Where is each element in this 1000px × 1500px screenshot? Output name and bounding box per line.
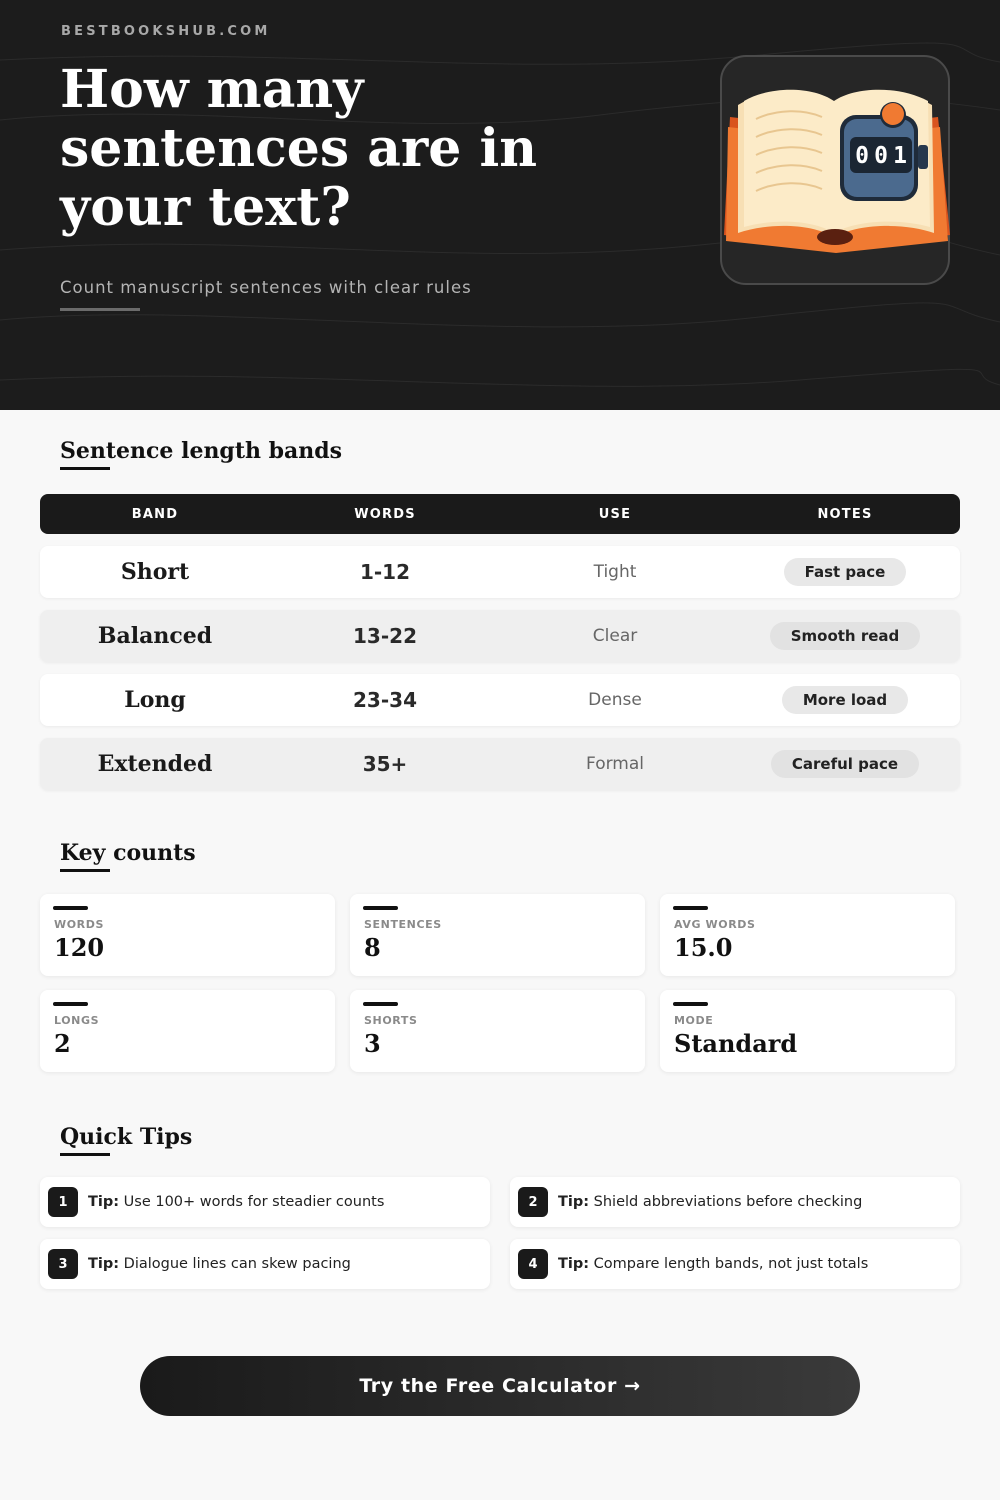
tip-body: Compare length bands, not just totals xyxy=(593,1256,869,1272)
column-header-band: BAND xyxy=(131,506,179,522)
tip-number-badge: 4 xyxy=(518,1249,548,1279)
subtitle-underline xyxy=(60,308,140,311)
tip-label: Tip: xyxy=(558,1256,590,1272)
tip-item xyxy=(40,1239,490,1289)
counter-digit: 0 xyxy=(874,143,888,169)
band-name: Balanced xyxy=(97,623,213,649)
tip-text xyxy=(558,1256,868,1272)
tip-body: Dialogue lines can skew pacing xyxy=(123,1256,351,1272)
tip-text xyxy=(558,1194,862,1210)
band-use: Dense xyxy=(588,690,642,710)
stat-card-accent-bar xyxy=(363,1002,398,1006)
table-row xyxy=(40,674,960,726)
band-note-badge: Smooth read xyxy=(770,622,921,650)
tip-label: Tip: xyxy=(88,1256,120,1272)
band-name: Long xyxy=(124,687,186,713)
counter-digit: 1 xyxy=(893,143,907,169)
stat-card-longs xyxy=(40,990,335,1072)
column-header-notes: NOTES xyxy=(817,506,873,522)
counter-digit: 0 xyxy=(855,143,869,169)
stat-label: AVG WORDS xyxy=(674,918,756,931)
band-note-badge: Careful pace xyxy=(771,750,919,778)
table-row xyxy=(40,546,960,598)
tip-number-badge: 2 xyxy=(518,1187,548,1217)
stat-value: 3 xyxy=(364,1029,381,1058)
stat-label: WORDS xyxy=(54,918,105,931)
stat-card-shorts xyxy=(350,990,645,1072)
band-words: 1-12 xyxy=(359,560,411,584)
stat-card-accent-bar xyxy=(673,906,708,910)
tip-label: Tip: xyxy=(88,1194,120,1210)
hero-banner xyxy=(0,0,1000,410)
stat-card-avg-words xyxy=(660,894,955,976)
section-underline xyxy=(60,869,110,872)
site-name: BESTBOOKSHUB.COM xyxy=(61,24,271,39)
page-subtitle: Count manuscript sentences with clear rules xyxy=(60,278,472,297)
tip-item xyxy=(510,1239,960,1289)
stat-card-sentences xyxy=(350,894,645,976)
band-use: Tight xyxy=(593,562,637,582)
stat-value: Standard xyxy=(674,1029,798,1058)
column-header-words: WORDS xyxy=(354,506,416,522)
stat-value: 8 xyxy=(364,933,381,962)
try-calculator-button[interactable]: Try the Free Calculator → xyxy=(140,1356,860,1416)
stat-label: MODE xyxy=(674,1014,714,1027)
stat-label: SHORTS xyxy=(364,1014,418,1027)
band-note-badge: Fast pace xyxy=(784,558,907,586)
tip-text xyxy=(88,1256,351,1272)
band-words: 23-34 xyxy=(353,688,417,712)
table-header xyxy=(40,494,960,534)
tip-number-badge: 3 xyxy=(48,1249,78,1279)
band-name: Short xyxy=(120,559,190,585)
page-title: How many sentences are in your text? xyxy=(60,59,538,238)
table-row xyxy=(40,738,960,790)
stat-value: 2 xyxy=(54,1029,71,1058)
book-with-tally-counter-icon xyxy=(722,57,952,287)
stat-card-accent-bar xyxy=(53,906,88,910)
stat-card-accent-bar xyxy=(673,1002,708,1006)
section-title-counts: Key counts xyxy=(60,840,196,866)
section-underline xyxy=(60,467,110,470)
tip-body: Use 100+ words for steadier counts xyxy=(123,1194,385,1210)
stat-value: 120 xyxy=(54,933,105,962)
band-name: Extended xyxy=(97,751,213,777)
stat-card-mode xyxy=(660,990,955,1072)
band-words: 13-22 xyxy=(353,624,417,648)
tip-item xyxy=(510,1177,960,1227)
tip-label: Tip: xyxy=(558,1194,590,1210)
tip-item xyxy=(40,1177,490,1227)
section-title-bands: Sentence length bands xyxy=(60,438,343,464)
section-title-tips: Quick Tips xyxy=(60,1124,193,1150)
band-use: Formal xyxy=(586,754,644,774)
band-note-badge: More load xyxy=(782,686,908,714)
hero-icon-card xyxy=(720,55,950,285)
table-row xyxy=(40,610,960,662)
band-words: 35+ xyxy=(362,752,408,776)
stat-value: 15.0 xyxy=(674,933,733,962)
stat-label: LONGS xyxy=(54,1014,100,1027)
tip-body: Shield abbreviations before checking xyxy=(593,1194,863,1210)
band-use: Clear xyxy=(592,626,638,646)
stat-label: SENTENCES xyxy=(364,918,442,931)
tip-text xyxy=(88,1194,384,1210)
tip-number-badge: 1 xyxy=(48,1187,78,1217)
stat-card-accent-bar xyxy=(53,1002,88,1006)
stat-card-accent-bar xyxy=(363,906,398,910)
section-underline xyxy=(60,1153,110,1156)
column-header-use: USE xyxy=(598,506,632,522)
stat-card-words xyxy=(40,894,335,976)
